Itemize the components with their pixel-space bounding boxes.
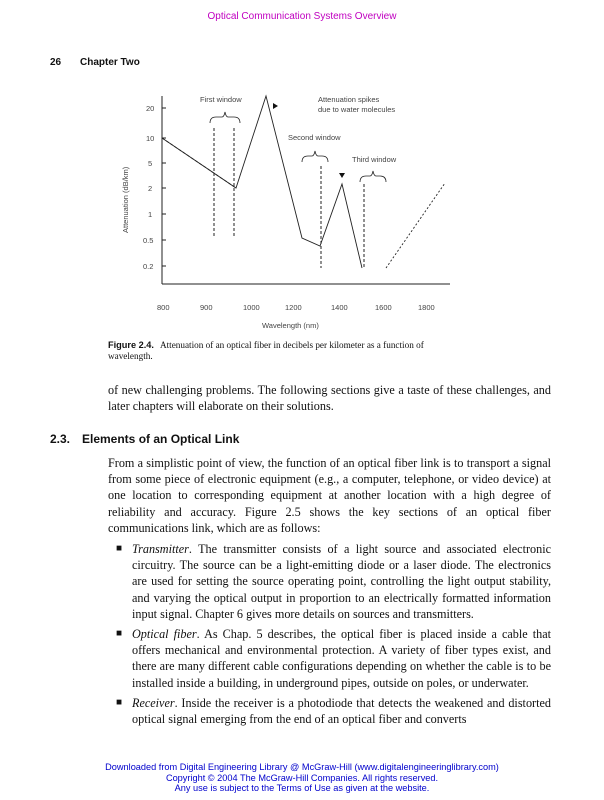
annotation-second-window: Second window: [288, 133, 341, 142]
second-window-brace: [302, 151, 328, 162]
y-tick-label: 2: [148, 184, 153, 193]
x-tick-label: 1800: [418, 303, 435, 312]
running-header: Optical Communication Systems Overview: [207, 11, 397, 22]
attenuation-curve-tail: [386, 183, 445, 268]
list-item-term: Receiver: [132, 695, 175, 710]
y-tick-label: 1: [148, 210, 153, 219]
y-axis-label: Attenuation (dB/km): [121, 166, 130, 233]
figure-caption-text: Attenuation of an optical fiber in decibels per kilometer as a function of wavelength.: [108, 340, 424, 361]
x-tick-label: 900: [200, 303, 213, 312]
annotation-water-spikes-1: Attenuation spikes: [318, 95, 380, 104]
y-ticks: [162, 108, 166, 266]
figure-label: Figure 2.4.: [108, 340, 154, 350]
y-tick-label: 5: [148, 159, 153, 168]
third-window-brace: [360, 171, 386, 182]
footer-download-link[interactable]: Downloaded from Digital Engineering Library @ McGraw-Hill (www.digitalengineeringlibrary.com): [105, 762, 499, 772]
section-heading: [50, 432, 239, 446]
bullet-icon: ■: [116, 628, 123, 640]
x-tick-label: 1000: [243, 303, 260, 312]
footer-terms-link[interactable]: Any use is subject to the Terms of Use as given at the website.: [174, 783, 430, 793]
first-window-brace: [210, 112, 240, 123]
attenuation-curve: [162, 96, 362, 268]
x-axis-label: Wavelength (nm): [262, 321, 319, 330]
list-item-term: Transmitter: [132, 542, 189, 556]
section-title: Elements of an Optical Link: [82, 432, 240, 446]
continuation-paragraph: of new challenging problems. The following sections give a taste of these challenges, and later chapters will elaborate on their solutions.: [108, 383, 551, 414]
y-tick-label: 0.2: [143, 262, 154, 271]
y-tick-label: 20: [146, 104, 155, 113]
annotation-first-window: First window: [200, 95, 242, 104]
chapter-name: Chapter Two: [80, 57, 140, 68]
list-item-text: . The transmitter consists of a light source and associated electronic circuitry. The source can be a light-emitting diode or a laser diode. The electronics are used for setting the source operating point, controlling the light output stability, and varying the optical output in proportion to an electrically formatted information input signal. Chapter 6 gives more details on sources and transmitters.: [132, 542, 551, 621]
x-tick-label: 1600: [375, 303, 392, 312]
y-tick-label: 10: [146, 134, 155, 143]
attenuation-chart: [110, 88, 470, 338]
x-tick-label: 1200: [285, 303, 302, 312]
x-tick-label: 1400: [331, 303, 348, 312]
components-list: [108, 541, 551, 731]
footer: [0, 762, 604, 794]
bullet-icon: ■: [116, 696, 123, 708]
list-item: [108, 626, 551, 691]
figure-caption: [108, 340, 458, 362]
list-item: [108, 695, 551, 727]
list-item: [108, 541, 551, 622]
footer-copyright: Copyright © 2004 The McGraw-Hill Companies. All rights reserved.: [165, 772, 439, 783]
bullet-icon: ■: [116, 543, 123, 554]
x-tick-label: 800: [157, 303, 170, 312]
intro-paragraph: From a simplistic point of view, the function of an optical fiber link is to transport a signal from some piece of electronic equipment (e.g., a computer, telephone, or video device) at one location to corresponding equipment at another location with a high degree of reliability and accuracy. Figure 2.5 shows the key sections of an optical fiber communications link, which are as follows:: [108, 456, 551, 535]
annotation-water-spikes-2: due to water molecules: [318, 105, 396, 114]
list-item-text: . As Chap. 5 describes, the optical fiber is placed inside a cable that offers mechanical and environmental protection. A variety of fiber types exist, and there are many different cable configurations depending on whether the cable is to be installed inside a building, in underground pipes, outside on poles, or underwater.: [132, 627, 551, 690]
water-peak-arrow: [339, 173, 345, 178]
page-number: 26: [50, 57, 62, 68]
annotation-third-window: Third window: [352, 155, 397, 164]
list-item-text: . Inside the receiver is a photodiode that detects the weakened and distorted optical signal emerging from the end of an optical fiber and converts: [132, 695, 551, 727]
water-peak-arrow: [273, 103, 278, 109]
section-number: 2.3.: [50, 432, 71, 446]
list-item-term: Optical fiber: [132, 627, 197, 642]
y-tick-label: 0.5: [143, 236, 154, 245]
